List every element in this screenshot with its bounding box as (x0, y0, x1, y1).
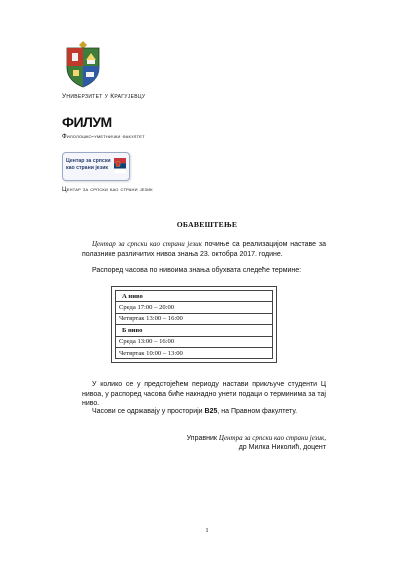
center-name: Центар за српски као страни језик (62, 186, 153, 193)
location-text-after: , на Правном факултету. (217, 408, 298, 415)
paragraph-schedule-intro: Распоред часова по нивоима знања обухвата следеће термине: (92, 267, 302, 274)
level-a-slot-2: Четвртак 13:00 – 16:00 (116, 313, 273, 324)
paragraph-level-c: У колико се у предстојећем периоду настави прикључе студенти Ц нивоа, у распоред часова биће накнадно унети подаци о терминима за тај ниво. (82, 381, 326, 408)
paragraph-location (82, 407, 326, 417)
center-name-italic: Центар за српски као страни језик (92, 240, 202, 248)
center-logo (62, 152, 130, 181)
table-row (116, 325, 273, 336)
center-logo-line1: Центар за српски (66, 158, 111, 164)
serbian-flag-icon (114, 158, 126, 174)
room-number: B25 (204, 408, 218, 415)
document-title: ОБАВЕШТЕЊЕ (176, 220, 238, 229)
paragraph1-text: почиње са реализацијом наставе за полазнике различитих нивоа знања 23. октобра 2017. године. (82, 241, 326, 258)
signature-name: др Милка Николић, доцент (238, 444, 326, 451)
level-b-header: Б ниво (116, 325, 273, 336)
center-logo-text (66, 158, 111, 171)
university-crest-icon (64, 40, 102, 88)
table-row (116, 336, 273, 347)
faculty-name: Филолошко-уметнички факултет (62, 133, 145, 140)
page-number: 1 (205, 527, 209, 534)
level-b-slot-1: Среда 13:00 – 16:00 (116, 336, 273, 347)
table-row (116, 291, 273, 302)
table-row (116, 302, 273, 313)
paragraph-start-date (82, 240, 326, 259)
university-name: Универзитет у Крагујевцу (62, 93, 146, 100)
faculty-logo: ФИЛУМ (62, 114, 112, 130)
level-a-header: А ниво (116, 291, 273, 302)
schedule-table (115, 290, 273, 359)
center-logo-line2: као страни језик (66, 164, 109, 171)
signature-role-italic: Центра за српски као страни језик, (218, 434, 326, 442)
signature-role-prefix: Управник (186, 435, 219, 442)
location-text-before: Часови се одржавају у просторији (92, 408, 205, 415)
level-b-slot-2: Четвртак 10:00 – 13:00 (116, 347, 273, 358)
level-a-slot-1: Среда 17:00 – 20:00 (116, 302, 273, 313)
table-row (116, 347, 273, 358)
table-row (116, 313, 273, 324)
